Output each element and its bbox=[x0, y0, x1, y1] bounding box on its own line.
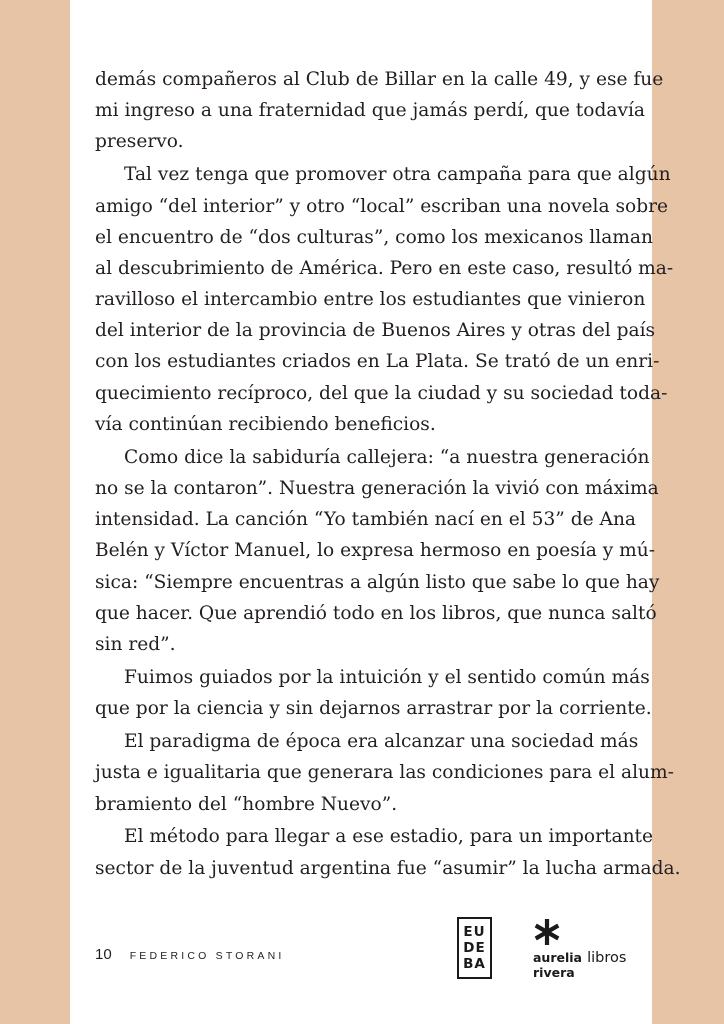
aurelia-wordmark bbox=[533, 950, 626, 979]
text-line: sin red”. bbox=[95, 633, 176, 655]
text-line: amigo “del interior” y otro “local” escriban una novela sobre bbox=[95, 195, 669, 217]
eudeba-logo-line: EU bbox=[463, 924, 486, 940]
paragraph bbox=[95, 159, 674, 440]
text-line: sector de la juventud argentina fue “asumir” la lucha armada. bbox=[95, 857, 681, 879]
text-line: el encuentro de “dos culturas”, como los mexicanos llaman bbox=[95, 226, 653, 248]
paragraph bbox=[95, 821, 681, 883]
body-text bbox=[95, 64, 681, 884]
text-line: preservo. bbox=[95, 131, 184, 153]
text-line: Fuimos guiados por la intuición y el sentido común más bbox=[124, 666, 650, 688]
text-line: Belén y Víctor Manuel, lo expresa hermoso en poesía y mú- bbox=[95, 540, 656, 562]
text-line: Como dice la sabiduría callejera: “a nuestra generación bbox=[124, 446, 650, 468]
author-name: FEDERICO STORANI bbox=[129, 950, 285, 962]
paragraph bbox=[95, 726, 674, 820]
text-line: sica: “Siempre encuentras a algún listo que sabe lo que hay bbox=[95, 571, 660, 593]
paragraph bbox=[95, 64, 664, 158]
text-line: vía continúan recibiendo beneficios. bbox=[95, 413, 436, 435]
text-line: que por la ciencia y sin dejarnos arrastrar por la corriente. bbox=[95, 698, 652, 720]
eudeba-logo-line: DE bbox=[463, 940, 486, 956]
text-line: mi ingreso a una fraternidad que jamás perdí, que todavía bbox=[95, 100, 645, 122]
text-line: que hacer. Que aprendió todo en los libros, que nunca saltó bbox=[95, 602, 657, 624]
text-line: El método para llegar a ese estadio, para un importante bbox=[124, 826, 654, 848]
page-footer bbox=[95, 946, 285, 963]
book-page bbox=[70, 0, 681, 1024]
text-line: no se la contaron”. Nuestra generación la vivió con máxima bbox=[95, 478, 659, 500]
paragraph bbox=[95, 442, 660, 660]
page-number: 10 bbox=[95, 946, 112, 963]
paragraph bbox=[95, 662, 652, 724]
text-line: intensidad. La canción “Yo también nací en el 53” de Ana bbox=[95, 509, 637, 531]
text-line: al descubrimiento de América. Pero en este caso, resultó ma- bbox=[95, 257, 674, 279]
text-line: El paradigma de época era alcanzar una sociedad más bbox=[124, 731, 639, 753]
aurelia-libros-logo bbox=[533, 918, 653, 980]
text-line: del interior de la provincia de Buenos Aires y otras del país bbox=[95, 320, 656, 342]
text-line: ravilloso el intercambio entre los estudiantes que vinieron bbox=[95, 289, 646, 311]
rivera-word: rivera bbox=[533, 965, 575, 980]
text-line: con los estudiantes criados en La Plata. Se trató de un enri- bbox=[95, 351, 660, 373]
eudeba-logo bbox=[457, 917, 492, 979]
text-line: bramiento del “hombre Nuevo”. bbox=[95, 793, 398, 815]
text-line: quecimiento recíproco, del que la ciudad y su sociedad toda- bbox=[95, 382, 668, 404]
text-line: demás compañeros al Club de Billar en la calle 49, y ese fue bbox=[95, 69, 664, 90]
eudeba-logo-line: BA bbox=[463, 956, 486, 972]
text-line: justa e igualitaria que generara las condiciones para el alum- bbox=[95, 762, 674, 784]
aurelia-word: aurelia bbox=[533, 950, 582, 965]
libros-word: libros bbox=[587, 950, 627, 966]
asterisk-icon bbox=[533, 918, 561, 946]
text-line: Tal vez tenga que promover otra campaña para que algún bbox=[124, 164, 671, 186]
